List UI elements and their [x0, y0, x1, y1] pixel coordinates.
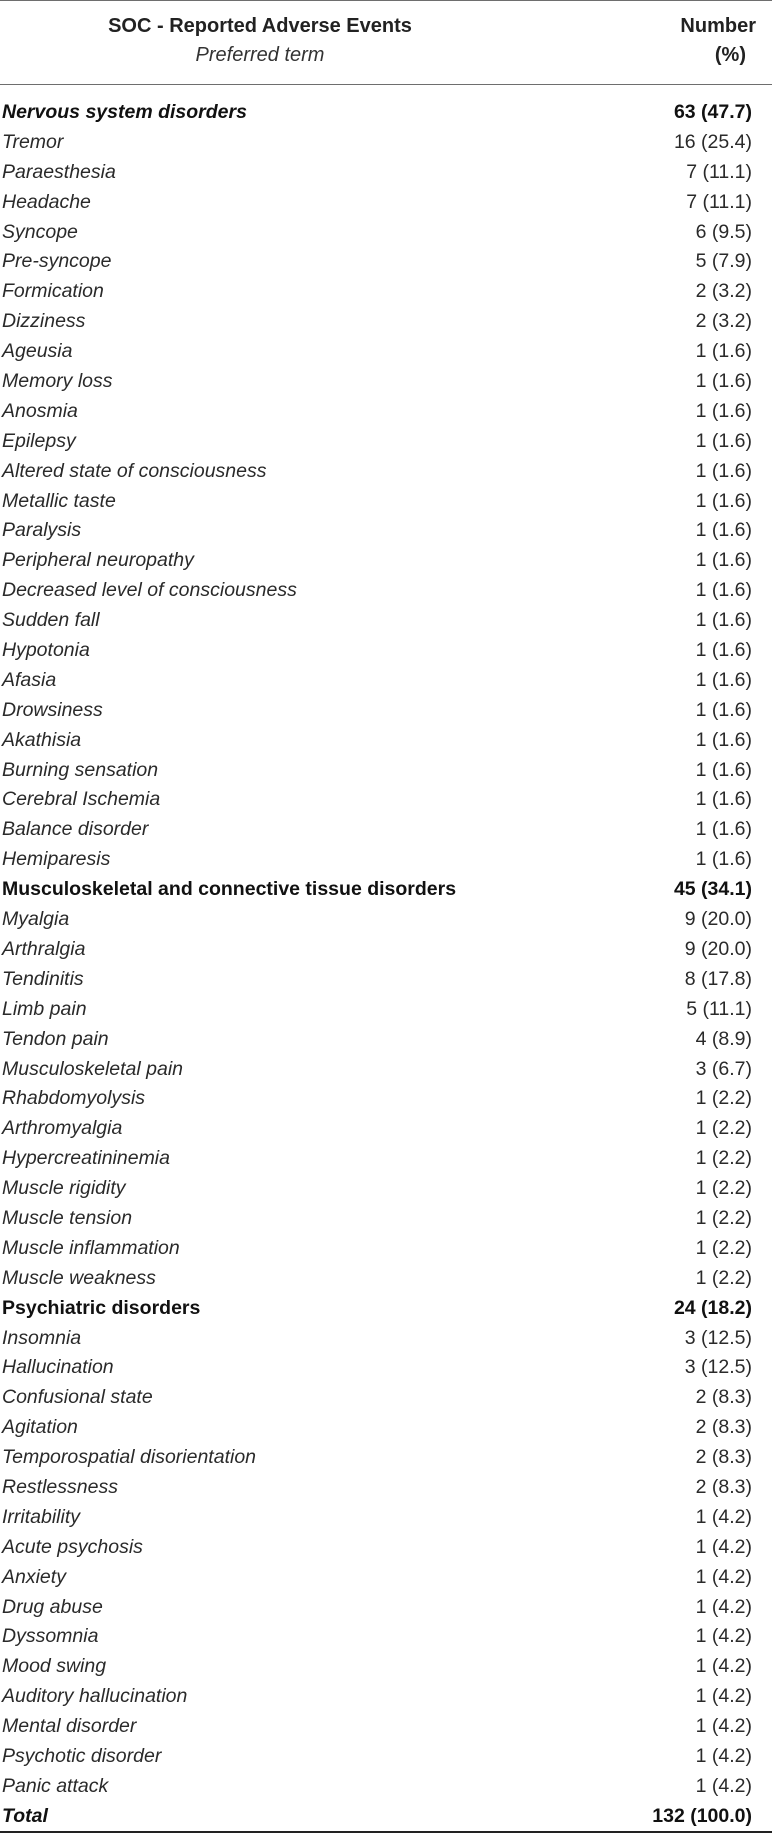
- soc-header-row: [0, 875, 772, 905]
- table-row: [0, 247, 772, 277]
- count-percent: 1 (2.2): [695, 1177, 752, 1200]
- preferred-term: Temporospatial disorientation: [2, 1446, 257, 1469]
- count-percent: 1 (2.2): [695, 1147, 752, 1170]
- count-percent: 1 (4.2): [695, 1655, 752, 1678]
- preferred-term: Muscle weakness: [2, 1266, 156, 1289]
- count-percent: 24 (18.2): [673, 1296, 752, 1319]
- count-percent: 1 (2.2): [695, 1206, 752, 1229]
- count-percent: 63 (47.7): [673, 101, 752, 123]
- table-row: [0, 965, 772, 995]
- table-row: [0, 1204, 772, 1234]
- count-percent: 8 (17.8): [684, 967, 752, 990]
- header-soc-column: [0, 12, 520, 70]
- count-percent: 1 (4.2): [695, 1535, 752, 1558]
- table-row: [0, 756, 772, 786]
- count-percent: 1 (1.6): [695, 788, 752, 811]
- table-row: [0, 1413, 772, 1443]
- table-row: [0, 158, 772, 188]
- preferred-term: Metallic taste: [2, 489, 116, 512]
- count-percent: 1 (1.6): [695, 549, 752, 572]
- table-row: [0, 1622, 772, 1652]
- soc-label: Psychiatric disorders: [2, 1296, 201, 1319]
- table-row: [0, 1324, 772, 1354]
- table-row: [0, 1682, 772, 1712]
- soc-label: Nervous system disorders: [2, 101, 247, 123]
- table-row: [0, 1443, 772, 1473]
- table-row: [0, 1742, 772, 1772]
- preferred-term: Mood swing: [2, 1655, 107, 1678]
- header-preferred-term: Preferred term: [195, 44, 325, 66]
- table-row: [0, 1563, 772, 1593]
- preferred-term: Memory loss: [2, 370, 113, 393]
- table-row: [0, 546, 772, 576]
- count-percent: 9 (20.0): [684, 908, 752, 931]
- count-percent: 2 (8.3): [695, 1386, 752, 1409]
- preferred-term: Drug abuse: [2, 1595, 103, 1618]
- table-row: [0, 487, 772, 517]
- count-percent: 2 (3.2): [695, 310, 752, 333]
- table-top-rule: [0, 0, 772, 1]
- count-percent: 5 (7.9): [695, 250, 752, 273]
- preferred-term: Hypercreatininemia: [2, 1147, 170, 1170]
- table-row: [0, 307, 772, 337]
- count-percent: 6 (9.5): [695, 220, 752, 243]
- table-bottom-rule: [0, 1831, 772, 1833]
- preferred-term: Akathisia: [2, 728, 82, 751]
- preferred-term: Tendinitis: [2, 967, 84, 990]
- count-percent: 1 (1.6): [695, 340, 752, 363]
- table-row: [0, 1264, 772, 1294]
- count-percent: 2 (8.3): [695, 1446, 752, 1469]
- count-percent: 7 (11.1): [686, 160, 752, 183]
- table-row: [0, 218, 772, 248]
- preferred-term: Muscle inflammation: [2, 1236, 180, 1259]
- table-row: [0, 845, 772, 875]
- preferred-term: Limb pain: [2, 997, 87, 1020]
- count-percent: 3 (12.5): [684, 1356, 752, 1379]
- count-percent: 1 (1.6): [695, 639, 752, 662]
- count-percent: 4 (8.9): [695, 1027, 752, 1050]
- count-percent: 45 (34.1): [673, 878, 752, 901]
- table-row: [0, 367, 772, 397]
- preferred-term: Rhabdomyolysis: [2, 1087, 146, 1110]
- table-row: [0, 726, 772, 756]
- table-row: [0, 337, 772, 367]
- preferred-term: Auditory hallucination: [2, 1685, 188, 1708]
- table-row: [0, 128, 772, 158]
- total-label: Total: [2, 1804, 48, 1827]
- preferred-term: Pre-syncope: [2, 250, 112, 273]
- count-percent: 5 (11.1): [686, 997, 752, 1020]
- count-percent: 1 (2.2): [695, 1236, 752, 1259]
- table-row: [0, 1383, 772, 1413]
- preferred-term: Agitation: [2, 1416, 78, 1439]
- count-percent: 1 (1.6): [695, 728, 752, 751]
- header-soc-title: SOC - Reported Adverse Events: [108, 15, 412, 37]
- table-row: [0, 905, 772, 935]
- preferred-term: Epilepsy: [2, 429, 76, 452]
- count-percent: 2 (8.3): [695, 1416, 752, 1439]
- table-row: [0, 277, 772, 307]
- count-percent: 1 (1.6): [695, 818, 752, 841]
- table-row: [0, 427, 772, 457]
- preferred-term: Altered state of consciousness: [2, 459, 267, 482]
- count-percent: 1 (1.6): [695, 579, 752, 602]
- count-percent: 7 (11.1): [686, 190, 752, 213]
- table-row: [0, 1652, 772, 1682]
- preferred-term: Dyssomnia: [2, 1625, 99, 1648]
- preferred-term: Peripheral neuropathy: [2, 549, 194, 572]
- preferred-term: Balance disorder: [2, 818, 149, 841]
- preferred-term: Paraesthesia: [2, 160, 116, 183]
- table-row: [0, 188, 772, 218]
- preferred-term: Tremor: [2, 130, 64, 153]
- count-percent: 1 (2.2): [695, 1266, 752, 1289]
- count-percent: 1 (1.6): [695, 848, 752, 871]
- preferred-term: Arthralgia: [2, 937, 86, 960]
- table-body: [0, 98, 772, 1832]
- soc-label: Musculoskeletal and connective tissue disorders: [2, 878, 457, 901]
- total-value: 132 (100.0): [652, 1804, 752, 1827]
- table-row: [0, 1055, 772, 1085]
- preferred-term: Headache: [2, 190, 91, 213]
- table-row: [0, 1234, 772, 1264]
- preferred-term: Cerebral Ischemia: [2, 788, 161, 811]
- header-number-title: Number: [680, 15, 756, 37]
- preferred-term: Sudden fall: [2, 609, 100, 632]
- count-percent: 3 (6.7): [695, 1057, 752, 1080]
- count-percent: 1 (4.2): [695, 1625, 752, 1648]
- count-percent: 1 (1.6): [695, 399, 752, 422]
- count-percent: 1 (4.2): [695, 1505, 752, 1528]
- count-percent: 9 (20.0): [684, 937, 752, 960]
- count-percent: 1 (4.2): [695, 1744, 752, 1767]
- soc-header-row: [0, 98, 772, 128]
- preferred-term: Afasia: [2, 668, 57, 691]
- count-percent: 1 (4.2): [695, 1715, 752, 1738]
- table-row: [0, 1084, 772, 1114]
- count-percent: 16 (25.4): [673, 130, 752, 153]
- preferred-term: Myalgia: [2, 908, 70, 931]
- table-row: [0, 1533, 772, 1563]
- count-percent: 1 (4.2): [695, 1595, 752, 1618]
- preferred-term: Panic attack: [2, 1774, 109, 1797]
- preferred-term: Hypotonia: [2, 639, 90, 662]
- preferred-term: Arthromyalgia: [2, 1117, 123, 1140]
- preferred-term: Psychotic disorder: [2, 1744, 162, 1767]
- count-percent: 1 (1.6): [695, 758, 752, 781]
- table-row: [0, 1473, 772, 1503]
- table-row: [0, 457, 772, 487]
- preferred-term: Insomnia: [2, 1326, 82, 1349]
- table-row: [0, 397, 772, 427]
- preferred-term: Anosmia: [2, 399, 78, 422]
- count-percent: 1 (1.6): [695, 609, 752, 632]
- count-percent: 1 (1.6): [695, 519, 752, 542]
- preferred-term: Anxiety: [2, 1565, 66, 1588]
- count-percent: 1 (2.2): [695, 1117, 752, 1140]
- preferred-term: Syncope: [2, 220, 78, 243]
- count-percent: 1 (4.2): [695, 1774, 752, 1797]
- preferred-term: Dizziness: [2, 310, 86, 333]
- table-row: [0, 1712, 772, 1742]
- preferred-term: Formication: [2, 280, 104, 303]
- preferred-term: Muscle rigidity: [2, 1177, 126, 1200]
- count-percent: 2 (3.2): [695, 280, 752, 303]
- count-percent: 1 (1.6): [695, 459, 752, 482]
- preferred-term: Musculoskeletal pain: [2, 1057, 184, 1080]
- table-row: [0, 995, 772, 1025]
- preferred-term: Muscle tension: [2, 1206, 133, 1229]
- table-row: [0, 1174, 772, 1204]
- preferred-term: Restlessness: [2, 1475, 118, 1498]
- table-row: [0, 1114, 772, 1144]
- table-row: [0, 516, 772, 546]
- count-percent: 1 (4.2): [695, 1685, 752, 1708]
- total-row: [0, 1802, 772, 1832]
- table-row: [0, 666, 772, 696]
- table-row: [0, 1025, 772, 1055]
- table-row: [0, 606, 772, 636]
- table-row: [0, 1593, 772, 1623]
- table-row: [0, 935, 772, 965]
- preferred-term: Hallucination: [2, 1356, 114, 1379]
- preferred-term: Irritability: [2, 1505, 81, 1528]
- preferred-term: Decreased level of consciousness: [2, 579, 297, 602]
- table-row: [0, 1353, 772, 1383]
- table-row: [0, 1144, 772, 1174]
- soc-header-row: [0, 1294, 772, 1324]
- count-percent: 1 (1.6): [695, 429, 752, 452]
- preferred-term: Burning sensation: [2, 758, 159, 781]
- count-percent: 3 (12.5): [684, 1326, 752, 1349]
- table-row: [0, 1503, 772, 1533]
- header-rule: [0, 84, 772, 85]
- preferred-term: Acute psychosis: [2, 1535, 143, 1558]
- count-percent: 1 (4.2): [695, 1565, 752, 1588]
- header-number-column: [636, 12, 756, 70]
- count-percent: 1 (1.6): [695, 489, 752, 512]
- count-percent: 2 (8.3): [695, 1475, 752, 1498]
- count-percent: 1 (1.6): [695, 370, 752, 393]
- table-row: [0, 785, 772, 815]
- preferred-term: Confusional state: [2, 1386, 153, 1409]
- table-row: [0, 1772, 772, 1802]
- preferred-term: Tendon pain: [2, 1027, 109, 1050]
- table-row: [0, 576, 772, 606]
- preferred-term: Hemiparesis: [2, 848, 111, 871]
- table-row: [0, 636, 772, 666]
- preferred-term: Paralysis: [2, 519, 82, 542]
- count-percent: 1 (2.2): [695, 1087, 752, 1110]
- table-row: [0, 815, 772, 845]
- count-percent: 1 (1.6): [695, 668, 752, 691]
- preferred-term: Mental disorder: [2, 1715, 137, 1738]
- header-percent-label: (%): [714, 44, 746, 66]
- preferred-term: Ageusia: [2, 340, 73, 363]
- count-percent: 1 (1.6): [695, 698, 752, 721]
- table-row: [0, 696, 772, 726]
- preferred-term: Drowsiness: [2, 698, 103, 721]
